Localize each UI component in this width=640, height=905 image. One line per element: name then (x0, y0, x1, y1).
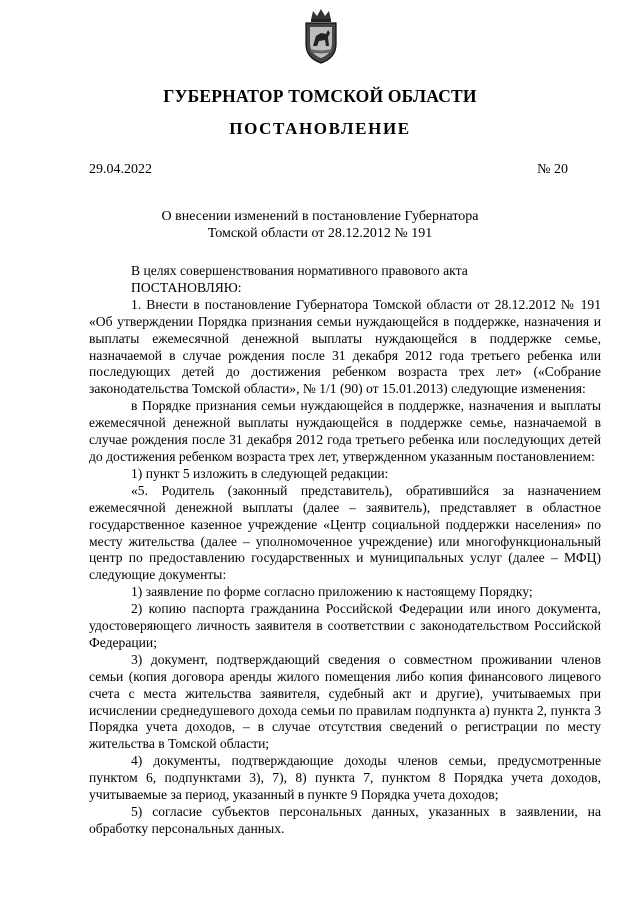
list-item: 1) заявление по форме согласно приложению к настоящему Порядку; (131, 584, 533, 600)
tomsk-oblast-coat-of-arms-icon (299, 6, 343, 66)
body-paragraph: 1. Внести в постановление Губернатора Томской области от 28.12.2012 № 191 «Об утверждении Порядка признания семьи нуждающейся в поддержке, назначения и выплаты ежемесячной денежной выплаты нуждающейся в поддержке семье, назначаемой в случае рождения после 31 декабря 2012 года третьего ребенка или последующих детей до достижения ребенком возраста трех лет» («Собрание законодательства Томской области», № 1/1 (90) от 15.01.2013) следующие изменения: (89, 296, 601, 397)
list-item: 4) документы, подтверждающие доходы членов семьи, предусмотренные пунктом 6, подпунктами 3), 7), 8) пункта 7, пунктом 8 Порядка учета доходов, учитываемые за период, указанный в пункте 9 Порядка учета доходов; (89, 753, 601, 803)
subject-line: Томской области от 28.12.2012 № 191 (207, 226, 433, 241)
document-date: 29.04.2022 (89, 162, 152, 177)
document-type: ПОСТАНОВЛЕНИЕ (229, 119, 411, 138)
body-paragraph: в Порядке признания семьи нуждающейся в поддержке, назначения и выплаты ежемесячной денежной выплаты нуждающейся в поддержке семье, назначаемой в случае рождения после 31 декабря 2012 года третьего ребенка или последующих детей до достижения ребенком возраста трех лет, утвержденном указанным постановлением: (89, 398, 601, 464)
document-body (89, 263, 601, 838)
body-paragraph: В целях совершенствования нормативного правового акта (131, 263, 468, 278)
list-item: 2) копию паспорта гражданина Российской Федерации или иного документа, удостоверяющего личность заявителя в соответствии с законодательством Российской Федерации; (89, 601, 601, 650)
document-number: № 20 (537, 162, 568, 177)
decree-word: ПОСТАНОВЛЯЮ: (131, 279, 242, 295)
list-item: 5) согласие субъектов персональных данных, указанных в заявлении, на обработку персональных данных. (89, 804, 601, 836)
subject-line: О внесении изменений в постановление Губернатора (161, 209, 479, 224)
authority-title: ГУБЕРНАТОР ТОМСКОЙ ОБЛАСТИ (163, 86, 477, 106)
document-subject (0, 208, 640, 242)
emblem (299, 6, 343, 66)
body-paragraph: «5. Родитель (законный представитель), обратившийся за назначением ежемесячной денежной выплаты (далее – заявитель), представляет в областное государственное казенное учреждение «Центр социальной поддержки населения» по месту жительства (далее – уполномоченное учреждение) или многофункциональный центр по предоставлению государственных и муниципальных услуг (далее – МФЦ) следующие документы: (89, 482, 601, 583)
list-item: 3) документ, подтверждающий сведения о совместном проживании членов семьи (копия договора аренды жилого помещения либо копия финансового лицевого счета с места жительства заявителя, судебный акт и другие), учитываемых при исчислении среднедушевого дохода семьи по правилам подпункта а) пункта 2, пункта 3 Порядка учета доходов, – в случае отсутствия сведений о регистрации по месту жительства в Томской области; (89, 651, 601, 752)
body-paragraph: 1) пункт 5 изложить в следующей редакции: (131, 465, 389, 481)
